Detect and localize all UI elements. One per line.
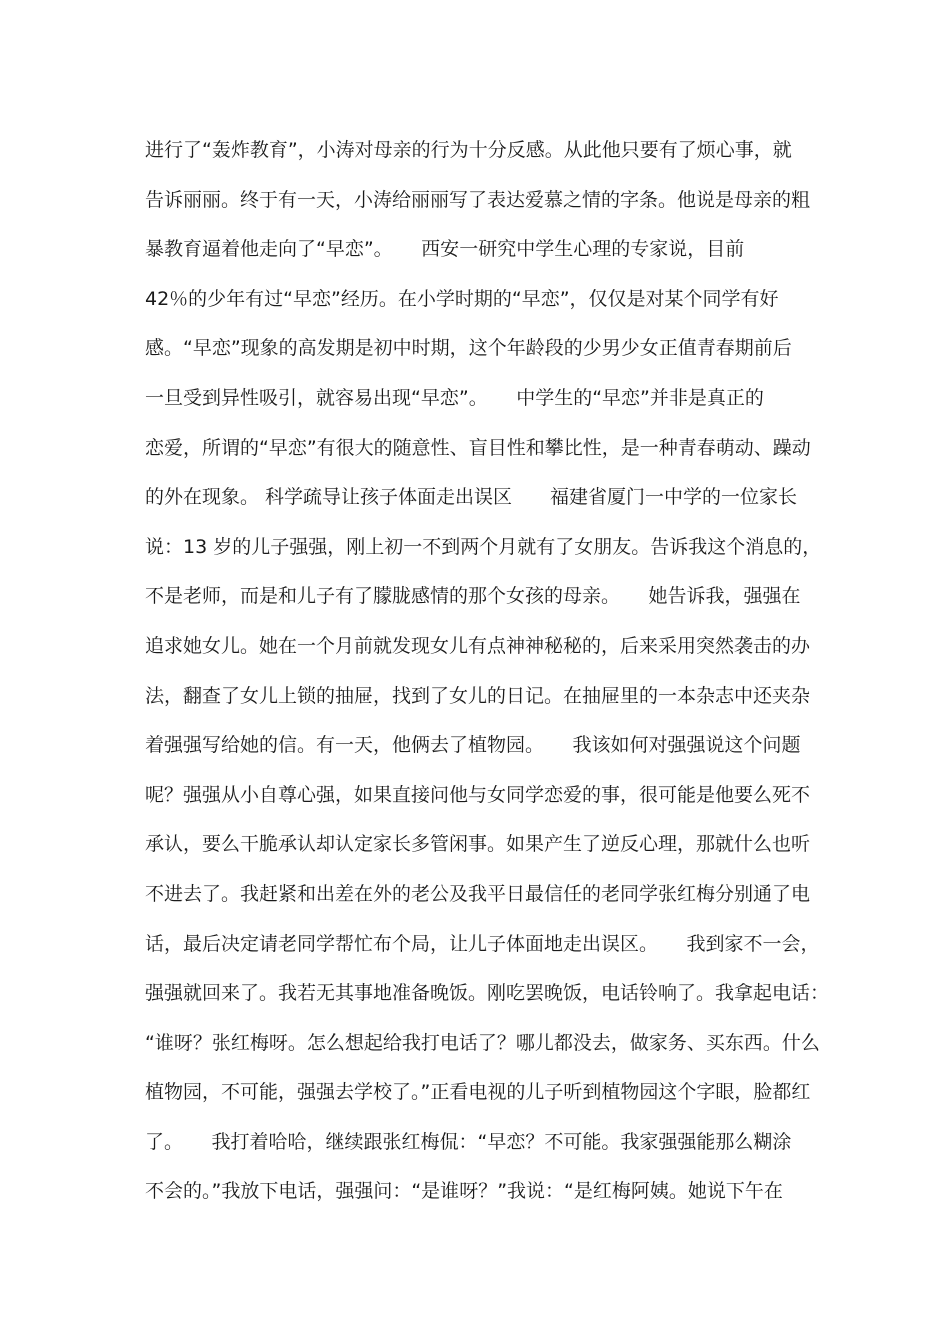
text-line: 强强就回来了。我若无其事地准备晚饭。刚吃罢晚饭，电话铃响了。我拿起电话： [145, 982, 830, 1005]
text-line: 的外在现象。 科学疏导让孩子体面走出误区 福建省厦门一中学的一位家长 [145, 486, 798, 509]
text-line: 进行了“轰炸教育”，小涛对母亲的行为十分反感。从此他只要有了烦心事，就 [145, 139, 792, 161]
text-line: 不进去了。我赶紧和出差在外的老公及我平日最信任的老同学张红梅分别通了电 [145, 882, 811, 905]
text-line: 恋爱，所谓的“早恋”有很大的随意性、盲目性和攀比性，是一种青春萌动、躁动 [145, 436, 811, 459]
text-line: 了。 我打着哈哈，继续跟张红梅侃：“早恋？不可能。我家强强能那么糊涂 [145, 1130, 792, 1153]
text-line: “谁呀？张红梅呀。怎么想起给我打电话了？哪儿都没去，做家务、买东西。什么 [145, 1031, 820, 1054]
text-line: 话，最后决定请老同学帮忙布个局，让儿子体面地走出误区。 我到家不一会， [145, 932, 820, 955]
text-line: 法，翻查了女儿上锁的抽屉，找到了女儿的日记。在抽屉里的一本杂志中还夹杂 [145, 684, 811, 707]
text-line: 感。“早恋”现象的高发期是初中时期，这个年龄段的少男少女正值青春期前后 [145, 337, 792, 360]
body-text [145, 126, 830, 1217]
text-line: 呢？强强从小自尊心强，如果直接问他与女同学恋爱的事，很可能是他要么死不 [145, 783, 811, 806]
text-line: 植物园，不可能，强强去学校了。”正看电视的儿子听到植物园这个字眼，脸都红 [145, 1081, 811, 1104]
text-line: 一旦受到异性吸引，就容易出现“早恋”。 中学生的“早恋”并非是真正的 [145, 386, 764, 409]
text-line: 承认，要么干脆承认却认定家长多管闲事。如果产生了逆反心理，那就什么也听 [145, 833, 811, 856]
text-line: 着强强写给她的信。有一天，他俩去了植物园。 我该如何对强强说这个问题 [145, 734, 801, 757]
text-line: 42％的少年有过“早恋”经历。在小学时期的“早恋”，仅仅是对某个同学有好 [145, 287, 779, 310]
text-line: 追求她女儿。她在一个月前就发现女儿有点神神秘秘的，后来采用突然袭击的办 [145, 634, 811, 657]
text-line: 不会的。”我放下电话，强强问：“是谁呀？”我说：“是红梅阿姨。她说下午在 [145, 1180, 783, 1203]
text-line: 暴教育逼着他走向了“早恋”。 西安一研究中学生心理的专家说，目前 [145, 238, 745, 261]
text-line: 告诉丽丽。终于有一天，小涛给丽丽写了表达爱慕之情的字条。他说是母亲的粗 [145, 188, 811, 211]
text-line: 说：13 岁的儿子强强，刚上初一不到两个月就有了女朋友。告诉我这个消息的， [145, 535, 822, 558]
text-line: 不是老师，而是和儿子有了朦胧感情的那个女孩的母亲。 她告诉我，强强在 [145, 585, 801, 608]
